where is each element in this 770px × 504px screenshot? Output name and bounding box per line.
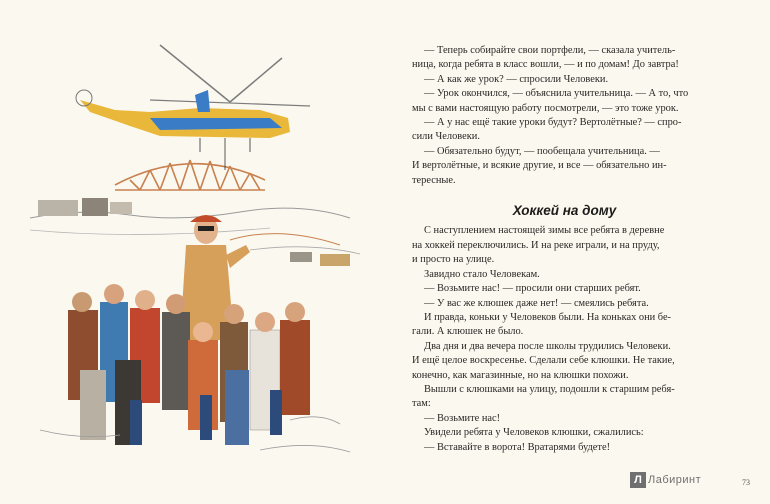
paragraph: там: [412, 398, 431, 410]
paragraph: — Теперь собирайте свои портфели, — сказала учитель- [424, 45, 676, 56]
paragraph: — У вас же клюшек даже нет! — смеялись ребята. [424, 297, 649, 309]
paragraph: ница, когда ребята в класс вошли, — и по домам! До завтра! [412, 59, 679, 71]
paragraph: тересные. [412, 174, 456, 186]
illustration [20, 40, 380, 480]
paragraph: — Возьмите нас! — просили они старших ребят. [424, 283, 641, 295]
paragraph: сили Человеки. [412, 131, 480, 143]
paragraph: Вышли с клюшками на улицу, подошли к старшим ребя- [424, 383, 675, 395]
paragraph: — А у нас ещё такие уроки будут? Вертолётные? — спро- [424, 117, 682, 129]
paragraph: — Обязательно будут, — пообещала учительница. — [424, 145, 660, 157]
paragraph: конечно, как магазинные, но на клюшки похожи. [412, 369, 629, 381]
section-heading: Хоккей на дому [512, 203, 617, 219]
logo-text: Лабиринт [648, 474, 702, 486]
paragraph: мы с вами настоящую работу посмотрели, — это тоже урок. [412, 102, 679, 114]
paragraph: Два дня и два вечера после школы трудились Человеки. [424, 340, 671, 352]
paragraph: Завидно стало Человекам. [424, 268, 540, 280]
publisher-logo [630, 471, 701, 489]
paragraph: И ещё целое воскресенье. Сделали себе клюшки. Не такие, [412, 355, 675, 367]
helicopter [76, 45, 310, 170]
paragraph: И вертолётные, и всякие другие, и все — обязательно ин- [412, 160, 667, 172]
paragraph: — Вставайте в ворота! Вратарями будете! [424, 441, 611, 453]
paragraph: — А как же урок? — спросили Человеки. [424, 73, 609, 85]
paragraph: С наступлением настоящей зимы все ребята в деревне [424, 225, 665, 237]
text-column [412, 44, 717, 455]
paragraph: и просто на улице. [412, 254, 495, 266]
paragraph: — Урок окончился, — объяснила учительница. — А то, что [424, 88, 689, 100]
bridge [115, 160, 265, 190]
logo-mark-icon: Л [630, 472, 646, 488]
far-bridge [230, 234, 340, 245]
paragraph: И правда, коньки у Человеков были. На коньках они бе- [424, 311, 672, 323]
paragraph: — Возьмите нас! [424, 412, 501, 424]
page-number: 73 [742, 478, 750, 487]
paragraph: гали. А клюшек не было. [412, 326, 524, 338]
paragraph: Увидели ребята у Человеков клюшки, сжалились: [424, 427, 644, 439]
paragraph: на хоккей переключились. И на реке играли, и на пруду, [412, 239, 660, 251]
